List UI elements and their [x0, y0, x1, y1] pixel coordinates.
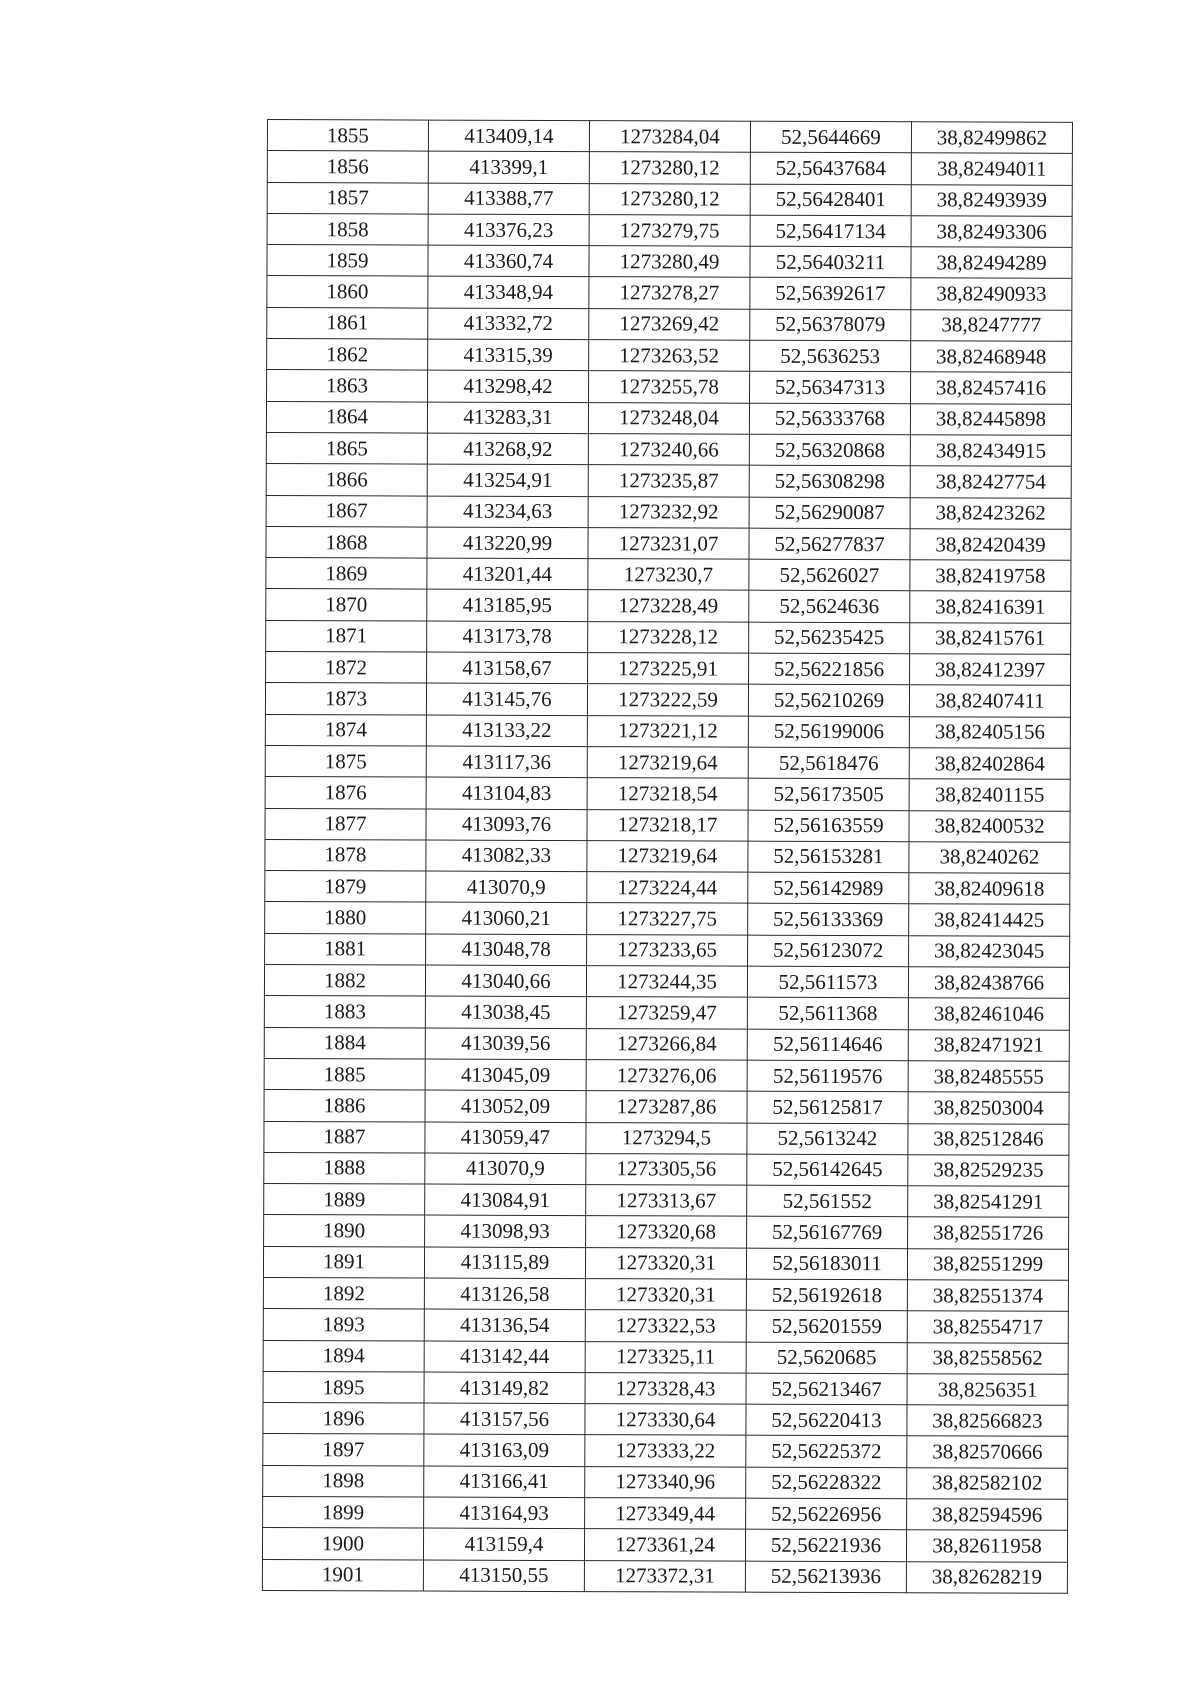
x-coordinate-cell: 413173,78: [427, 621, 588, 653]
latitude-cell: 52,56428401: [750, 184, 911, 216]
latitude-cell: 52,56213467: [746, 1373, 907, 1405]
y-coordinate-cell: 1273278,27: [589, 277, 750, 309]
latitude-cell: 52,5636253: [750, 340, 911, 372]
x-coordinate-cell: 413150,55: [423, 1560, 584, 1592]
latitude-cell: 52,56201559: [746, 1310, 907, 1342]
y-coordinate-cell: 1273235,87: [588, 465, 749, 497]
latitude-cell: 52,56192618: [746, 1279, 907, 1311]
x-coordinate-cell: 413136,54: [424, 1309, 585, 1341]
point-number-cell: 1866: [266, 464, 427, 496]
y-coordinate-cell: 1273233,65: [587, 934, 748, 966]
latitude-cell: 52,56142989: [748, 872, 909, 904]
table-row: [263, 1309, 1068, 1343]
x-coordinate-cell: 413298,42: [428, 370, 589, 402]
point-number-cell: 1895: [263, 1371, 424, 1403]
latitude-cell: 52,56347313: [750, 372, 911, 404]
longitude-cell: 38,82414425: [909, 904, 1070, 936]
table-row: [266, 589, 1071, 623]
y-coordinate-cell: 1273219,64: [587, 840, 748, 872]
y-coordinate-cell: 1273320,68: [586, 1216, 747, 1248]
latitude-cell: 52,56220413: [746, 1404, 907, 1436]
table-row: [266, 526, 1071, 560]
latitude-cell: 52,5613242: [747, 1123, 908, 1155]
y-coordinate-cell: 1273280,49: [589, 246, 750, 278]
point-number-cell: 1855: [267, 120, 428, 152]
latitude-cell: 52,56290087: [749, 497, 910, 529]
point-number-cell: 1868: [266, 526, 427, 558]
y-coordinate-cell: 1273259,47: [586, 997, 747, 1029]
longitude-cell: 38,82551374: [907, 1280, 1068, 1312]
y-coordinate-cell: 1273266,84: [586, 1028, 747, 1060]
longitude-cell: 38,82493306: [911, 216, 1072, 248]
latitude-cell: 52,56173505: [748, 778, 909, 810]
y-coordinate-cell: 1273333,22: [585, 1435, 746, 1467]
point-number-cell: 1886: [264, 1090, 425, 1122]
table-row: [267, 339, 1072, 373]
x-coordinate-cell: 413254,91: [427, 464, 588, 496]
latitude-cell: 52,56228322: [746, 1467, 907, 1499]
table-row: [264, 1090, 1069, 1124]
latitude-cell: 52,5618476: [748, 747, 909, 779]
latitude-cell: 52,56167769: [747, 1217, 908, 1249]
x-coordinate-cell: 413133,22: [426, 715, 587, 747]
x-coordinate-cell: 413040,66: [425, 965, 586, 997]
x-coordinate-cell: 413060,21: [426, 902, 587, 934]
longitude-cell: 38,82416391: [910, 591, 1071, 623]
point-number-cell: 1897: [263, 1434, 424, 1466]
point-number-cell: 1885: [264, 1058, 425, 1090]
x-coordinate-cell: 413164,93: [424, 1497, 585, 1529]
y-coordinate-cell: 1273305,56: [586, 1153, 747, 1185]
y-coordinate-cell: 1273361,24: [584, 1529, 745, 1561]
longitude-cell: 38,82438766: [908, 967, 1069, 999]
longitude-cell: 38,82611958: [906, 1530, 1067, 1562]
longitude-cell: 38,82415761: [910, 622, 1071, 654]
x-coordinate-cell: 413399,1: [428, 151, 589, 183]
x-coordinate-cell: 413048,78: [426, 934, 587, 966]
y-coordinate-cell: 1273330,64: [585, 1404, 746, 1436]
y-coordinate-cell: 1273248,04: [588, 402, 749, 434]
point-number-cell: 1891: [263, 1246, 424, 1278]
longitude-cell: 38,82407411: [909, 685, 1070, 717]
point-number-cell: 1856: [267, 151, 428, 183]
longitude-cell: 38,82558562: [907, 1342, 1068, 1374]
y-coordinate-cell: 1273313,67: [586, 1185, 747, 1217]
x-coordinate-cell: 413163,09: [424, 1435, 585, 1467]
y-coordinate-cell: 1273340,96: [585, 1466, 746, 1498]
x-coordinate-cell: 413268,92: [427, 433, 588, 465]
x-coordinate-cell: 413039,56: [425, 1028, 586, 1060]
latitude-cell: 52,56123072: [748, 935, 909, 967]
y-coordinate-cell: 1273263,52: [589, 340, 750, 372]
longitude-cell: 38,8240262: [909, 842, 1070, 874]
y-coordinate-cell: 1273322,53: [585, 1310, 746, 1342]
longitude-cell: 38,82554717: [907, 1311, 1068, 1343]
y-coordinate-cell: 1273372,31: [584, 1560, 745, 1592]
latitude-cell: 52,56125817: [747, 1091, 908, 1123]
point-number-cell: 1890: [264, 1215, 425, 1247]
table-row: [265, 902, 1070, 936]
table-row: [264, 996, 1069, 1030]
point-number-cell: 1893: [263, 1309, 424, 1341]
table-row: [264, 1184, 1069, 1218]
point-number-cell: 1887: [264, 1121, 425, 1153]
x-coordinate-cell: 413409,14: [428, 120, 589, 152]
x-coordinate-cell: 413149,82: [424, 1372, 585, 1404]
table-row: [263, 1497, 1068, 1531]
table-row: [265, 808, 1070, 842]
table-row: [265, 714, 1070, 748]
longitude-cell: 38,82400532: [909, 810, 1070, 842]
y-coordinate-cell: 1273228,12: [588, 621, 749, 653]
x-coordinate-cell: 413166,41: [424, 1466, 585, 1498]
longitude-cell: 38,82423045: [909, 935, 1070, 967]
longitude-cell: 38,82582102: [907, 1468, 1068, 1500]
point-number-cell: 1867: [266, 495, 427, 527]
y-coordinate-cell: 1273218,54: [587, 778, 748, 810]
x-coordinate-cell: 413059,47: [425, 1122, 586, 1154]
y-coordinate-cell: 1273287,86: [586, 1091, 747, 1123]
x-coordinate-cell: 413142,44: [424, 1341, 585, 1373]
point-number-cell: 1901: [262, 1559, 423, 1591]
longitude-cell: 38,82529235: [908, 1155, 1069, 1187]
point-number-cell: 1877: [265, 808, 426, 840]
x-coordinate-cell: 413157,56: [424, 1403, 585, 1435]
table-row: [266, 464, 1071, 498]
table-row: [264, 1152, 1069, 1186]
latitude-cell: 52,56221856: [749, 653, 910, 685]
x-coordinate-cell: 413045,09: [425, 1059, 586, 1091]
longitude-cell: 38,82485555: [908, 1061, 1069, 1093]
y-coordinate-cell: 1273221,12: [587, 715, 748, 747]
latitude-cell: 52,56403211: [750, 246, 911, 278]
y-coordinate-cell: 1273224,44: [587, 872, 748, 904]
x-coordinate-cell: 413376,23: [428, 214, 589, 246]
longitude-cell: 38,82566823: [907, 1405, 1068, 1437]
y-coordinate-cell: 1273325,11: [585, 1341, 746, 1373]
point-number-cell: 1863: [267, 370, 428, 402]
table-row: [265, 839, 1070, 873]
point-number-cell: 1875: [265, 745, 426, 777]
point-number-cell: 1860: [267, 276, 428, 308]
point-number-cell: 1879: [265, 871, 426, 903]
point-number-cell: 1888: [264, 1152, 425, 1184]
longitude-cell: 38,82409618: [909, 873, 1070, 905]
latitude-cell: 52,56333768: [749, 403, 910, 435]
x-coordinate-cell: 413159,4: [423, 1528, 584, 1560]
table-row: [266, 558, 1071, 592]
coordinates-table: [262, 119, 1073, 1594]
point-number-cell: 1900: [262, 1528, 423, 1560]
y-coordinate-cell: 1273232,92: [588, 496, 749, 528]
point-number-cell: 1873: [265, 683, 426, 715]
point-number-cell: 1880: [265, 902, 426, 934]
table-row: [267, 182, 1072, 216]
table-row: [263, 1434, 1068, 1468]
point-number-cell: 1896: [263, 1403, 424, 1435]
longitude-cell: 38,82551726: [908, 1217, 1069, 1249]
point-number-cell: 1862: [267, 339, 428, 371]
table-row: [267, 276, 1072, 310]
table-row: [265, 683, 1070, 717]
latitude-cell: 52,56392617: [750, 278, 911, 310]
point-number-cell: 1857: [267, 182, 428, 214]
table-row: [263, 1277, 1068, 1311]
longitude-cell: 38,8247777: [911, 310, 1072, 342]
x-coordinate-cell: 413145,76: [426, 683, 587, 715]
table-row: [266, 432, 1071, 466]
table-row: [267, 307, 1072, 341]
point-number-cell: 1892: [263, 1277, 424, 1309]
x-coordinate-cell: 413082,33: [426, 840, 587, 872]
y-coordinate-cell: 1273225,91: [588, 653, 749, 685]
longitude-cell: 38,82490933: [911, 278, 1072, 310]
longitude-cell: 38,82570666: [907, 1436, 1068, 1468]
latitude-cell: 52,56277837: [749, 528, 910, 560]
table-row: [264, 965, 1069, 999]
table-row: [267, 245, 1072, 279]
table-row: [265, 745, 1070, 779]
longitude-cell: 38,82493939: [911, 184, 1072, 216]
y-coordinate-cell: 1273230,7: [588, 559, 749, 591]
latitude-cell: 52,5611368: [747, 997, 908, 1029]
latitude-cell: 52,56437684: [750, 152, 911, 184]
y-coordinate-cell: 1273255,78: [589, 371, 750, 403]
latitude-cell: 52,5626027: [749, 559, 910, 591]
latitude-cell: 52,56199006: [748, 716, 909, 748]
point-number-cell: 1861: [267, 307, 428, 339]
longitude-cell: 38,82405156: [909, 716, 1070, 748]
latitude-cell: 52,56119576: [747, 1060, 908, 1092]
x-coordinate-cell: 413332,72: [428, 308, 589, 340]
latitude-cell: 52,56226956: [746, 1498, 907, 1530]
longitude-cell: 38,82471921: [908, 1029, 1069, 1061]
y-coordinate-cell: 1273240,66: [588, 434, 749, 466]
latitude-cell: 52,56417134: [750, 215, 911, 247]
table-row: [266, 620, 1071, 654]
y-coordinate-cell: 1273284,04: [589, 121, 750, 153]
x-coordinate-cell: 413126,58: [424, 1278, 585, 1310]
longitude-cell: 38,82423262: [910, 497, 1071, 529]
table-row: [262, 1528, 1067, 1562]
longitude-cell: 38,82461046: [908, 998, 1069, 1030]
longitude-cell: 38,82494011: [911, 153, 1072, 185]
point-number-cell: 1889: [264, 1184, 425, 1216]
table-row: [263, 1371, 1068, 1405]
y-coordinate-cell: 1273320,31: [585, 1247, 746, 1279]
point-number-cell: 1858: [267, 213, 428, 245]
y-coordinate-cell: 1273219,64: [587, 747, 748, 779]
point-number-cell: 1899: [263, 1497, 424, 1529]
latitude-cell: 52,56183011: [746, 1248, 907, 1280]
table-row: [265, 933, 1070, 967]
longitude-cell: 38,82412397: [910, 654, 1071, 686]
x-coordinate-cell: 413070,9: [426, 871, 587, 903]
longitude-cell: 38,82457416: [911, 372, 1072, 404]
longitude-cell: 38,82512846: [908, 1123, 1069, 1155]
table-row: [267, 151, 1072, 185]
x-coordinate-cell: 413052,09: [425, 1090, 586, 1122]
table-row: [265, 871, 1070, 905]
latitude-cell: 52,5644669: [750, 121, 911, 153]
table-row: [267, 120, 1072, 154]
point-number-cell: 1881: [265, 933, 426, 965]
point-number-cell: 1894: [263, 1340, 424, 1372]
x-coordinate-cell: 413388,77: [428, 183, 589, 215]
table-row: [264, 1215, 1069, 1249]
longitude-cell: 38,82594596: [907, 1499, 1068, 1531]
longitude-cell: 38,82401155: [909, 779, 1070, 811]
x-coordinate-cell: 413220,99: [427, 527, 588, 559]
table-row: [264, 1027, 1069, 1061]
table-row: [266, 401, 1071, 435]
y-coordinate-cell: 1273228,49: [588, 590, 749, 622]
point-number-cell: 1883: [264, 996, 425, 1028]
latitude-cell: 52,56235425: [749, 622, 910, 654]
y-coordinate-cell: 1273349,44: [585, 1498, 746, 1530]
longitude-cell: 38,82499862: [911, 122, 1072, 154]
y-coordinate-cell: 1273276,06: [586, 1060, 747, 1092]
x-coordinate-cell: 413104,83: [426, 777, 587, 809]
latitude-cell: 52,56210269: [748, 685, 909, 717]
x-coordinate-cell: 413201,44: [427, 558, 588, 590]
x-coordinate-cell: 413093,76: [426, 809, 587, 841]
longitude-cell: 38,82419758: [910, 560, 1071, 592]
y-coordinate-cell: 1273244,35: [586, 966, 747, 998]
point-number-cell: 1876: [265, 777, 426, 809]
x-coordinate-cell: 413084,91: [425, 1184, 586, 1216]
table-row: [267, 370, 1072, 404]
longitude-cell: 38,82541291: [908, 1186, 1069, 1218]
point-number-cell: 1865: [266, 432, 427, 464]
longitude-cell: 38,82402864: [909, 748, 1070, 780]
x-coordinate-cell: 413115,89: [424, 1247, 585, 1279]
x-coordinate-cell: 413185,95: [427, 590, 588, 622]
longitude-cell: 38,82503004: [908, 1092, 1069, 1124]
latitude-cell: 52,56133369: [748, 904, 909, 936]
point-number-cell: 1869: [266, 558, 427, 590]
longitude-cell: 38,82551299: [907, 1248, 1068, 1280]
longitude-cell: 38,82468948: [911, 341, 1072, 373]
latitude-cell: 52,56221936: [745, 1530, 906, 1562]
table-row: [267, 213, 1072, 247]
point-number-cell: 1870: [266, 589, 427, 621]
table-row: [262, 1559, 1067, 1593]
latitude-cell: 52,56213936: [745, 1561, 906, 1593]
latitude-cell: 52,56320868: [749, 434, 910, 466]
y-coordinate-cell: 1273231,07: [588, 527, 749, 559]
table-row: [263, 1340, 1068, 1374]
latitude-cell: 52,5611573: [747, 966, 908, 998]
table-row: [265, 777, 1070, 811]
latitude-cell: 52,56308298: [749, 465, 910, 497]
table-row: [266, 652, 1071, 686]
longitude-cell: 38,82420439: [910, 529, 1071, 561]
x-coordinate-cell: 413070,9: [425, 1153, 586, 1185]
latitude-cell: 52,56225372: [746, 1436, 907, 1468]
x-coordinate-cell: 413158,67: [427, 652, 588, 684]
x-coordinate-cell: 413315,39: [428, 339, 589, 371]
x-coordinate-cell: 413098,93: [425, 1215, 586, 1247]
table-row: [263, 1246, 1068, 1280]
point-number-cell: 1864: [266, 401, 427, 433]
latitude-cell: 52,56163559: [748, 810, 909, 842]
x-coordinate-cell: 413117,36: [426, 746, 587, 778]
y-coordinate-cell: 1273294,5: [586, 1122, 747, 1154]
point-number-cell: 1871: [266, 620, 427, 652]
y-coordinate-cell: 1273227,75: [587, 903, 748, 935]
point-number-cell: 1872: [266, 652, 427, 684]
y-coordinate-cell: 1273269,42: [589, 308, 750, 340]
y-coordinate-cell: 1273279,75: [589, 215, 750, 247]
point-number-cell: 1882: [264, 965, 425, 997]
y-coordinate-cell: 1273280,12: [589, 183, 750, 215]
point-number-cell: 1898: [263, 1465, 424, 1497]
latitude-cell: 52,5624636: [749, 591, 910, 623]
longitude-cell: 38,82445898: [910, 403, 1071, 435]
longitude-cell: 38,82494289: [911, 247, 1072, 279]
x-coordinate-cell: 413348,94: [428, 277, 589, 309]
longitude-cell: 38,82427754: [910, 466, 1071, 498]
latitude-cell: 52,56114646: [747, 1029, 908, 1061]
y-coordinate-cell: 1273328,43: [585, 1372, 746, 1404]
longitude-cell: 38,8256351: [907, 1374, 1068, 1406]
table-row: [266, 495, 1071, 529]
latitude-cell: 52,56142645: [747, 1154, 908, 1186]
y-coordinate-cell: 1273218,17: [587, 809, 748, 841]
x-coordinate-cell: 413360,74: [428, 245, 589, 277]
x-coordinate-cell: 413038,45: [425, 996, 586, 1028]
latitude-cell: 52,561552: [747, 1185, 908, 1217]
point-number-cell: 1884: [264, 1027, 425, 1059]
longitude-cell: 38,82434915: [910, 435, 1071, 467]
coordinates-table-body: [262, 120, 1072, 1594]
latitude-cell: 52,56378079: [750, 309, 911, 341]
table-row: [263, 1403, 1068, 1437]
latitude-cell: 52,56153281: [748, 841, 909, 873]
point-number-cell: 1874: [265, 714, 426, 746]
y-coordinate-cell: 1273280,12: [589, 152, 750, 184]
table-row: [264, 1121, 1069, 1155]
longitude-cell: 38,82628219: [906, 1561, 1067, 1593]
table-row: [263, 1465, 1068, 1499]
y-coordinate-cell: 1273320,31: [585, 1279, 746, 1311]
x-coordinate-cell: 413283,31: [427, 402, 588, 434]
point-number-cell: 1878: [265, 839, 426, 871]
x-coordinate-cell: 413234,63: [427, 496, 588, 528]
y-coordinate-cell: 1273222,59: [587, 684, 748, 716]
latitude-cell: 52,5620685: [746, 1342, 907, 1374]
table-row: [264, 1058, 1069, 1092]
point-number-cell: 1859: [267, 245, 428, 277]
